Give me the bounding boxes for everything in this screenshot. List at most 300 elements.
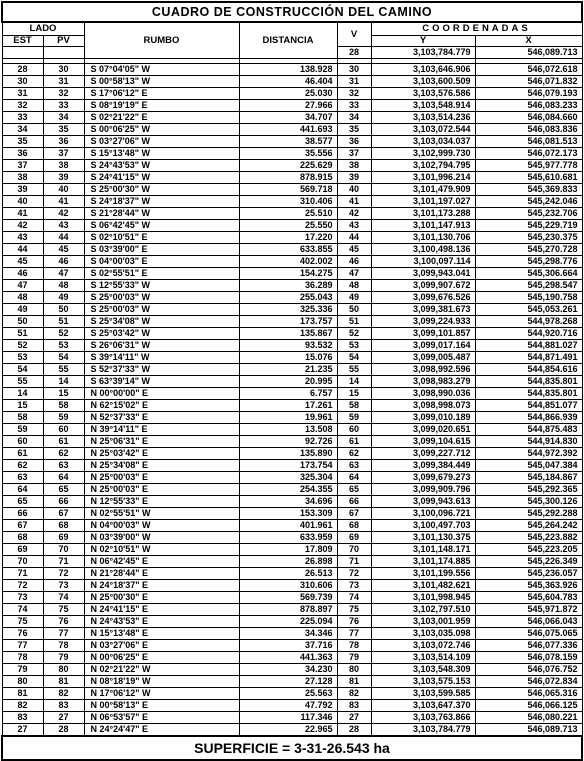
- cell-x: 545,223.205: [475, 544, 582, 556]
- cell-rumbo: N 24°24'47" E: [84, 724, 239, 737]
- cell-distancia: 25.550: [239, 220, 337, 232]
- cell-x: 544,972.392: [475, 448, 582, 460]
- cell-vertex: 61: [337, 436, 371, 448]
- cell-x: 545,292.365: [475, 484, 582, 496]
- cell-pv: 62: [43, 448, 84, 460]
- cell-vertex: 54: [337, 352, 371, 364]
- cell-est: 44: [2, 244, 43, 256]
- cell-y: 3,101,147.913: [371, 220, 475, 232]
- cell-y: 3,099,909.796: [371, 484, 475, 496]
- cell-est: 43: [2, 232, 43, 244]
- cell-pv: 81: [43, 676, 84, 688]
- cell-y: 3,101,482.621: [371, 580, 475, 592]
- cell-distancia: 21.235: [239, 364, 337, 376]
- cell-y: 3,103,763.866: [371, 712, 475, 724]
- cell-rumbo: N 17°06'12" W: [84, 688, 239, 700]
- cell-vertex: 39: [337, 172, 371, 184]
- cell-vertex: 76: [337, 616, 371, 628]
- cell-pv: 55: [43, 364, 84, 376]
- table-row: [2, 448, 582, 460]
- cell-rumbo: S 00°06'25" W: [84, 124, 239, 136]
- cell-est: 75: [2, 616, 43, 628]
- header-v: V: [337, 22, 371, 47]
- cell-x: 545,298.547: [475, 280, 582, 292]
- cell-vertex: 41: [337, 196, 371, 208]
- cell-vertex: 36: [337, 136, 371, 148]
- cell-y: 3,102,797.510: [371, 604, 475, 616]
- cell-x: 546,080.221: [475, 712, 582, 724]
- cell-pv: 58: [43, 400, 84, 412]
- cell-rumbo: N 24°18'37" E: [84, 580, 239, 592]
- cell-distancia: 36.289: [239, 280, 337, 292]
- cell-vertex: 51: [337, 316, 371, 328]
- cell-distancia: 47.792: [239, 700, 337, 712]
- cell-est: 34: [2, 124, 43, 136]
- cell-distancia: 325.304: [239, 472, 337, 484]
- cell-x: 545,184.867: [475, 472, 582, 484]
- cell-distancia: 225.094: [239, 616, 337, 628]
- cell-distancia: 402.002: [239, 256, 337, 268]
- cell-x: 546,079.193: [475, 88, 582, 100]
- table-row: [2, 100, 582, 112]
- cell-y: 3,103,548.914: [371, 100, 475, 112]
- table-row: [2, 592, 582, 604]
- cell-y: 3,101,479.909: [371, 184, 475, 196]
- table-row: [2, 148, 582, 160]
- table-row: [2, 64, 582, 76]
- cell-distancia: 35.556: [239, 148, 337, 160]
- cell-distancia: 27.966: [239, 100, 337, 112]
- cell-x: 545,977.778: [475, 160, 582, 172]
- cell-distancia: 25.030: [239, 88, 337, 100]
- cell-x: 545,363.926: [475, 580, 582, 592]
- cell-est: 68: [2, 532, 43, 544]
- header-distancia: DISTANCIA: [239, 22, 337, 59]
- cell-distancia: 633.855: [239, 244, 337, 256]
- cell-est: 71: [2, 568, 43, 580]
- cell-rumbo: S 25°00'30" W: [84, 184, 239, 196]
- cell-rumbo: N 12°55'33" E: [84, 496, 239, 508]
- table-title: CUADRO DE CONSTRUCCIÓN DEL CAMINO: [2, 2, 582, 22]
- cell-vertex: 65: [337, 484, 371, 496]
- cell-rumbo: S 24°41'15" W: [84, 172, 239, 184]
- cell-rumbo: S 52°37'33" W: [84, 364, 239, 376]
- cell-pv: 45: [43, 244, 84, 256]
- cell-rumbo: S 25°03'42" W: [84, 328, 239, 340]
- cell-pv: 71: [43, 556, 84, 568]
- cell-rumbo: N 15°13'48" E: [84, 628, 239, 640]
- cell-vertex: 63: [337, 460, 371, 472]
- cell-est: 55: [2, 376, 43, 388]
- cell-pv: 51: [43, 316, 84, 328]
- cell-distancia: 17.809: [239, 544, 337, 556]
- cell-pv: 82: [43, 688, 84, 700]
- cell-rumbo: S 02°55'51" E: [84, 268, 239, 280]
- cell-rumbo: S 02°10'51" E: [84, 232, 239, 244]
- table-row: [2, 208, 582, 220]
- cell-distancia: 25.510: [239, 208, 337, 220]
- cell-pv: 30: [43, 64, 84, 76]
- cell-est: 50: [2, 316, 43, 328]
- cell-x: 544,920.716: [475, 328, 582, 340]
- cell-x: 544,881.027: [475, 340, 582, 352]
- cell-x: 544,866.939: [475, 412, 582, 424]
- cell-vertex: 62: [337, 448, 371, 460]
- cell-x: 545,604.783: [475, 592, 582, 604]
- cell-x: 544,854.616: [475, 364, 582, 376]
- table-row: [2, 640, 582, 652]
- cell-est: 67: [2, 520, 43, 532]
- cell-est: 36: [2, 148, 43, 160]
- table-row: [2, 436, 582, 448]
- cell-distancia: 135.890: [239, 448, 337, 460]
- cell-pv: 14: [43, 376, 84, 388]
- table-row: [2, 304, 582, 316]
- cell-rumbo: N 00°58'13" E: [84, 700, 239, 712]
- cell-vertex: 70: [337, 544, 371, 556]
- cell-est: 14: [2, 388, 43, 400]
- cell-rumbo: N 25°06'31" E: [84, 436, 239, 448]
- cell-pv: 67: [43, 508, 84, 520]
- table-body: [2, 64, 582, 737]
- cell-rumbo: S 17°06'12" E: [84, 88, 239, 100]
- cell-distancia: 153.309: [239, 508, 337, 520]
- cell-distancia: 26.898: [239, 556, 337, 568]
- cell-est: 63: [2, 472, 43, 484]
- cell-pv: 78: [43, 640, 84, 652]
- cell-vertex: 45: [337, 244, 371, 256]
- cell-est: 77: [2, 640, 43, 652]
- cell-y: 3,101,173.288: [371, 208, 475, 220]
- cell-y: 3,099,907.672: [371, 280, 475, 292]
- cell-x: 546,076.752: [475, 664, 582, 676]
- cell-vertex: 38: [337, 160, 371, 172]
- cell-vertex: 74: [337, 592, 371, 604]
- table-row: [2, 652, 582, 664]
- cell-rumbo: N 39°14'11" E: [84, 424, 239, 436]
- table-row: [2, 496, 582, 508]
- cell-y: 3,100,097.114: [371, 256, 475, 268]
- cell-x: 546,075.065: [475, 628, 582, 640]
- cell-vertex: 83: [337, 700, 371, 712]
- cell-vertex: 47: [337, 268, 371, 280]
- cell-x: 546,083.836: [475, 124, 582, 136]
- table-row: [2, 568, 582, 580]
- cell-y: 3,103,072.746: [371, 640, 475, 652]
- cell-est: 81: [2, 688, 43, 700]
- cell-distancia: 92.726: [239, 436, 337, 448]
- cell-y: 3,100,497.703: [371, 520, 475, 532]
- cell-distancia: 173.757: [239, 316, 337, 328]
- cell-distancia: 27.128: [239, 676, 337, 688]
- cell-rumbo: N 02°10'51" W: [84, 544, 239, 556]
- cell-distancia: 25.563: [239, 688, 337, 700]
- cell-distancia: 34.346: [239, 628, 337, 640]
- cell-pv: 70: [43, 544, 84, 556]
- cell-distancia: 37.716: [239, 640, 337, 652]
- cell-est: 64: [2, 484, 43, 496]
- cell-vertex: 58: [337, 400, 371, 412]
- cell-y: 3,099,101.857: [371, 328, 475, 340]
- cell-y: 3,099,381.673: [371, 304, 475, 316]
- cell-pv: 74: [43, 592, 84, 604]
- cell-est: 61: [2, 448, 43, 460]
- cell-x: 544,914.830: [475, 436, 582, 448]
- cell-vertex: 67: [337, 508, 371, 520]
- cell-distancia: 173.754: [239, 460, 337, 472]
- cell-distancia: 138.928: [239, 64, 337, 76]
- cell-x: 546,081.513: [475, 136, 582, 148]
- header-coordenadas: COORDENADAS: [371, 22, 582, 36]
- construction-table: [1, 1, 583, 761]
- cell-rumbo: S 24°18'37" W: [84, 196, 239, 208]
- table-row: [2, 520, 582, 532]
- cell-pv: 43: [43, 220, 84, 232]
- cell-pv: 61: [43, 436, 84, 448]
- cell-vertex: 64: [337, 472, 371, 484]
- cell-est: 47: [2, 280, 43, 292]
- cell-distancia: 20.995: [239, 376, 337, 388]
- cell-rumbo: N 25°03'42" E: [84, 448, 239, 460]
- cell-rumbo: N 08°18'19" W: [84, 676, 239, 688]
- cell-y: 3,100,498.136: [371, 244, 475, 256]
- cell-est: 83: [2, 712, 43, 724]
- cell-pv: 79: [43, 652, 84, 664]
- cell-rumbo: N 00°00'00" E: [84, 388, 239, 400]
- cell-y: 3,103,600.509: [371, 76, 475, 88]
- table-row: [2, 460, 582, 472]
- cell-x: 546,066.043: [475, 616, 582, 628]
- cell-y: 3,098,983.279: [371, 376, 475, 388]
- cell-rumbo: N 25°00'03" E: [84, 472, 239, 484]
- cell-y: 3,103,072.544: [371, 124, 475, 136]
- cell-y: 3,103,576.586: [371, 88, 475, 100]
- cell-x: 544,835.801: [475, 388, 582, 400]
- cell-rumbo: N 03°27'06" E: [84, 640, 239, 652]
- cell-rumbo: S 15°13'48" W: [84, 148, 239, 160]
- cell-est: 59: [2, 424, 43, 436]
- cell-vertex: 40: [337, 184, 371, 196]
- cell-x: 545,053.261: [475, 304, 582, 316]
- cell-pv: 59: [43, 412, 84, 424]
- cell-est: 58: [2, 412, 43, 424]
- cell-distancia: 225.629: [239, 160, 337, 172]
- cell-vertex: 55: [337, 364, 371, 376]
- cell-vertex: 77: [337, 628, 371, 640]
- cell-vertex: 43: [337, 220, 371, 232]
- cell-y: 3,103,514.109: [371, 652, 475, 664]
- cell-x: 546,083.233: [475, 100, 582, 112]
- cell-est: 28: [2, 64, 43, 76]
- cell-est: 45: [2, 256, 43, 268]
- cell-distancia: 878.897: [239, 604, 337, 616]
- cell-x: 546,071.832: [475, 76, 582, 88]
- cell-vertex: 44: [337, 232, 371, 244]
- cell-distancia: 154.275: [239, 268, 337, 280]
- cell-pv: 38: [43, 160, 84, 172]
- table-row: [2, 364, 582, 376]
- cell-distancia: 878.915: [239, 172, 337, 184]
- cell-rumbo: S 21°28'44" W: [84, 208, 239, 220]
- cell-vertex: 34: [337, 112, 371, 124]
- cell-x: 545,306.664: [475, 268, 582, 280]
- cell-pv: 77: [43, 628, 84, 640]
- cell-pv: 69: [43, 532, 84, 544]
- cell-distancia: 117.346: [239, 712, 337, 724]
- cell-rumbo: N 52°37'33" E: [84, 412, 239, 424]
- cell-est: 72: [2, 580, 43, 592]
- cell-pv: 40: [43, 184, 84, 196]
- cell-vertex: 66: [337, 496, 371, 508]
- cell-vertex: 27: [337, 712, 371, 724]
- cell-est: 82: [2, 700, 43, 712]
- superficie-total: SUPERFICIE = 3-31-26.543 ha: [2, 736, 582, 760]
- cell-rumbo: S 25°34'08" W: [84, 316, 239, 328]
- cell-y: 3,100,096.721: [371, 508, 475, 520]
- cell-est: 80: [2, 676, 43, 688]
- cell-x: 545,610.681: [475, 172, 582, 184]
- cell-est: 53: [2, 352, 43, 364]
- table-row: [2, 88, 582, 100]
- cell-y: 3,103,035.098: [371, 628, 475, 640]
- cell-vertex: 35: [337, 124, 371, 136]
- cell-rumbo: S 03°39'00" E: [84, 244, 239, 256]
- cell-y: 3,099,010.189: [371, 412, 475, 424]
- cell-x: 546,065.316: [475, 688, 582, 700]
- cell-vertex: 48: [337, 280, 371, 292]
- cell-y: 3,101,199.556: [371, 568, 475, 580]
- cell-pv: 65: [43, 484, 84, 496]
- cell-pv: 31: [43, 76, 84, 88]
- cell-y: 3,099,227.712: [371, 448, 475, 460]
- cell-distancia: 569.718: [239, 184, 337, 196]
- cell-pv: 46: [43, 256, 84, 268]
- start-pv-empty: [43, 47, 84, 59]
- header-y: Y: [371, 36, 475, 47]
- cell-distancia: 17.220: [239, 232, 337, 244]
- cell-rumbo: N 25°34'08" E: [84, 460, 239, 472]
- table-row: [2, 400, 582, 412]
- cell-distancia: 325.336: [239, 304, 337, 316]
- cell-vertex: 69: [337, 532, 371, 544]
- cell-est: 69: [2, 544, 43, 556]
- cell-vertex: 14: [337, 376, 371, 388]
- cell-est: 33: [2, 112, 43, 124]
- header-est: EST: [2, 36, 43, 47]
- cell-x: 545,300.126: [475, 496, 582, 508]
- table-row: [2, 340, 582, 352]
- table-row: [2, 352, 582, 364]
- cell-rumbo: S 04°00'03" E: [84, 256, 239, 268]
- cell-rumbo: S 06°42'45" W: [84, 220, 239, 232]
- table-row: [2, 232, 582, 244]
- cell-rumbo: S 02°21'22" E: [84, 112, 239, 124]
- cell-vertex: 49: [337, 292, 371, 304]
- cell-x: 546,077.336: [475, 640, 582, 652]
- cell-x: 546,072.834: [475, 676, 582, 688]
- cell-vertex: 33: [337, 100, 371, 112]
- cell-x: 546,084.660: [475, 112, 582, 124]
- cell-x: 545,264.242: [475, 520, 582, 532]
- table-row: [2, 676, 582, 688]
- cell-pv: 63: [43, 460, 84, 472]
- start-x: 546,089.713: [475, 47, 582, 59]
- cell-pv: 68: [43, 520, 84, 532]
- cell-distancia: 255.043: [239, 292, 337, 304]
- cell-est: 51: [2, 328, 43, 340]
- cell-y: 3,102,999.730: [371, 148, 475, 160]
- cell-rumbo: S 39°14'11" W: [84, 352, 239, 364]
- cell-x: 545,047.384: [475, 460, 582, 472]
- cell-est: 35: [2, 136, 43, 148]
- table-row: [2, 604, 582, 616]
- table-row: [2, 268, 582, 280]
- cell-rumbo: S 24°43'53" W: [84, 160, 239, 172]
- table-row: [2, 688, 582, 700]
- cell-distancia: 254.355: [239, 484, 337, 496]
- cell-rumbo: N 04°00'03" W: [84, 520, 239, 532]
- cell-vertex: 79: [337, 652, 371, 664]
- table-row: [2, 472, 582, 484]
- cell-y: 3,101,130.375: [371, 532, 475, 544]
- cell-y: 3,103,001.959: [371, 616, 475, 628]
- table-row: [2, 172, 582, 184]
- cell-y: 3,099,017.164: [371, 340, 475, 352]
- cell-x: 545,242.046: [475, 196, 582, 208]
- cell-y: 3,101,998.945: [371, 592, 475, 604]
- cell-est: 60: [2, 436, 43, 448]
- cell-x: 545,232.706: [475, 208, 582, 220]
- cell-pv: 52: [43, 328, 84, 340]
- cell-pv: 53: [43, 340, 84, 352]
- cell-y: 3,099,676.526: [371, 292, 475, 304]
- cell-rumbo: N 06°42'45" E: [84, 556, 239, 568]
- header-rumbo: RUMBO: [84, 22, 239, 59]
- table-row: [2, 424, 582, 436]
- cell-y: 3,102,794.795: [371, 160, 475, 172]
- cell-x: 545,292.288: [475, 508, 582, 520]
- table-row: [2, 508, 582, 520]
- cell-distancia: 13.508: [239, 424, 337, 436]
- cell-y: 3,101,996.214: [371, 172, 475, 184]
- cell-pv: 54: [43, 352, 84, 364]
- table-row: [2, 484, 582, 496]
- cell-est: 54: [2, 364, 43, 376]
- cell-est: 48: [2, 292, 43, 304]
- cell-distancia: 17.261: [239, 400, 337, 412]
- cell-rumbo: N 25°00'30" E: [84, 592, 239, 604]
- cell-rumbo: N 21°28'44" E: [84, 568, 239, 580]
- cell-distancia: 19.961: [239, 412, 337, 424]
- cell-vertex: 50: [337, 304, 371, 316]
- cell-y: 3,103,784.779: [371, 724, 475, 737]
- cell-y: 3,103,548.309: [371, 664, 475, 676]
- cell-x: 546,072.618: [475, 64, 582, 76]
- cell-rumbo: N 03°39'00" W: [84, 532, 239, 544]
- cell-y: 3,103,575.153: [371, 676, 475, 688]
- cell-distancia: 135.867: [239, 328, 337, 340]
- cell-rumbo: S 26°06'31" W: [84, 340, 239, 352]
- cell-rumbo: N 06°53'57" E: [84, 712, 239, 724]
- start-est-empty: [2, 47, 43, 59]
- cell-y: 3,101,197.027: [371, 196, 475, 208]
- cell-y: 3,101,130.706: [371, 232, 475, 244]
- cell-y: 3,099,005.487: [371, 352, 475, 364]
- cell-vertex: 28: [337, 724, 371, 737]
- cell-est: 30: [2, 76, 43, 88]
- cell-x: 545,226.349: [475, 556, 582, 568]
- cell-distancia: 401.961: [239, 520, 337, 532]
